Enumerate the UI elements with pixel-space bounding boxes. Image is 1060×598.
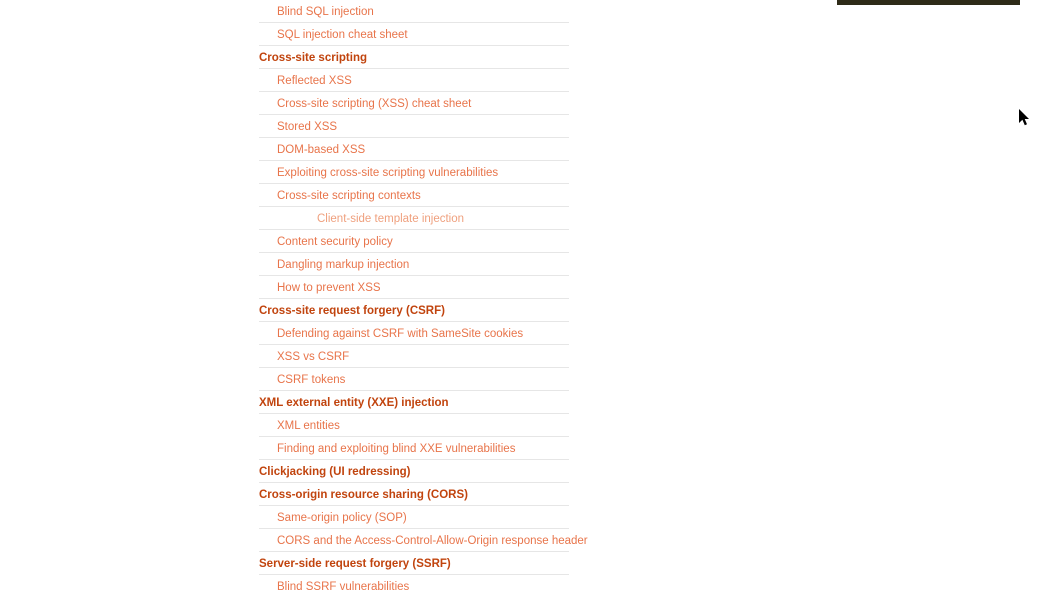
toc-section-row[interactable] xyxy=(259,391,569,414)
toc-link[interactable]: Cross-site scripting xyxy=(259,52,367,64)
toc-link[interactable]: CSRF tokens xyxy=(277,374,346,386)
toc-item-row[interactable] xyxy=(259,0,569,23)
toc-link[interactable]: Client-side template injection xyxy=(317,213,465,225)
toc-item-row[interactable] xyxy=(259,414,569,437)
toc-item-row[interactable] xyxy=(259,23,569,46)
toc-link[interactable]: Dangling markup injection xyxy=(277,259,410,271)
toc-link[interactable]: Same-origin policy (SOP) xyxy=(277,512,407,524)
toc-item-row[interactable] xyxy=(259,69,569,92)
toc-link[interactable]: Stored XSS xyxy=(277,121,338,133)
toc-link[interactable]: Exploiting cross-site scripting vulnerabilities xyxy=(277,167,499,179)
toc-link[interactable]: Reflected XSS xyxy=(277,75,352,87)
toc-section-row[interactable] xyxy=(259,299,569,322)
toc-link[interactable]: Content security policy xyxy=(277,236,393,248)
toc-item-row[interactable] xyxy=(259,230,569,253)
toc-section-row[interactable] xyxy=(259,552,569,575)
toc-link[interactable]: Finding and exploiting blind XXE vulnerabilities xyxy=(277,443,516,455)
toc-link[interactable]: DOM-based XSS xyxy=(277,144,366,156)
toc-link[interactable]: CORS and the Access-Control-Allow-Origin response header xyxy=(277,535,588,547)
toc-link[interactable]: Defending against CSRF with SameSite cookies xyxy=(277,328,524,340)
toc-item-row[interactable] xyxy=(259,437,569,460)
toc-section-row[interactable] xyxy=(259,460,569,483)
toc-item-row[interactable] xyxy=(259,506,569,529)
toc-link[interactable]: Blind SQL injection xyxy=(277,6,374,18)
toc-item-row[interactable] xyxy=(259,207,569,230)
toc-item-row[interactable] xyxy=(259,276,569,299)
toc-link[interactable]: Blind SSRF vulnerabilities xyxy=(277,581,410,593)
toc-link[interactable]: XML entities xyxy=(277,420,340,432)
toc-link[interactable]: Cross-site request forgery (CSRF) xyxy=(259,305,445,317)
toc-item-row[interactable] xyxy=(259,184,569,207)
toc-section-row[interactable] xyxy=(259,483,569,506)
toc-link[interactable]: How to prevent XSS xyxy=(277,282,381,294)
toc-link[interactable]: XML external entity (XXE) injection xyxy=(259,397,449,409)
toc-item-row[interactable] xyxy=(259,92,569,115)
toc-link[interactable]: Cross-site scripting contexts xyxy=(277,190,421,202)
toc-link[interactable]: Cross-site scripting (XSS) cheat sheet xyxy=(277,98,472,110)
toc-link[interactable]: Cross-origin resource sharing (CORS) xyxy=(259,489,468,501)
toc-item-row[interactable] xyxy=(259,322,569,345)
toc-link[interactable]: SQL injection cheat sheet xyxy=(277,29,408,41)
table-of-contents xyxy=(259,0,588,597)
toc-item-row[interactable] xyxy=(259,138,569,161)
toc-section-row[interactable] xyxy=(259,46,569,69)
toc-item-row[interactable] xyxy=(259,253,569,276)
toc-item-row[interactable] xyxy=(259,529,588,552)
toc-item-row[interactable] xyxy=(259,345,569,368)
toc-item-row[interactable] xyxy=(259,575,569,597)
toc-item-row[interactable] xyxy=(259,115,569,138)
toc-item-row[interactable] xyxy=(259,161,569,184)
toc-link[interactable]: Server-side request forgery (SSRF) xyxy=(259,558,451,570)
mouse-pointer-icon xyxy=(1019,109,1031,127)
toc-item-row[interactable] xyxy=(259,368,569,391)
top-bar-fragment xyxy=(837,0,1020,5)
toc-link[interactable]: XSS vs CSRF xyxy=(277,351,350,363)
toc-link[interactable]: Clickjacking (UI redressing) xyxy=(259,466,411,478)
